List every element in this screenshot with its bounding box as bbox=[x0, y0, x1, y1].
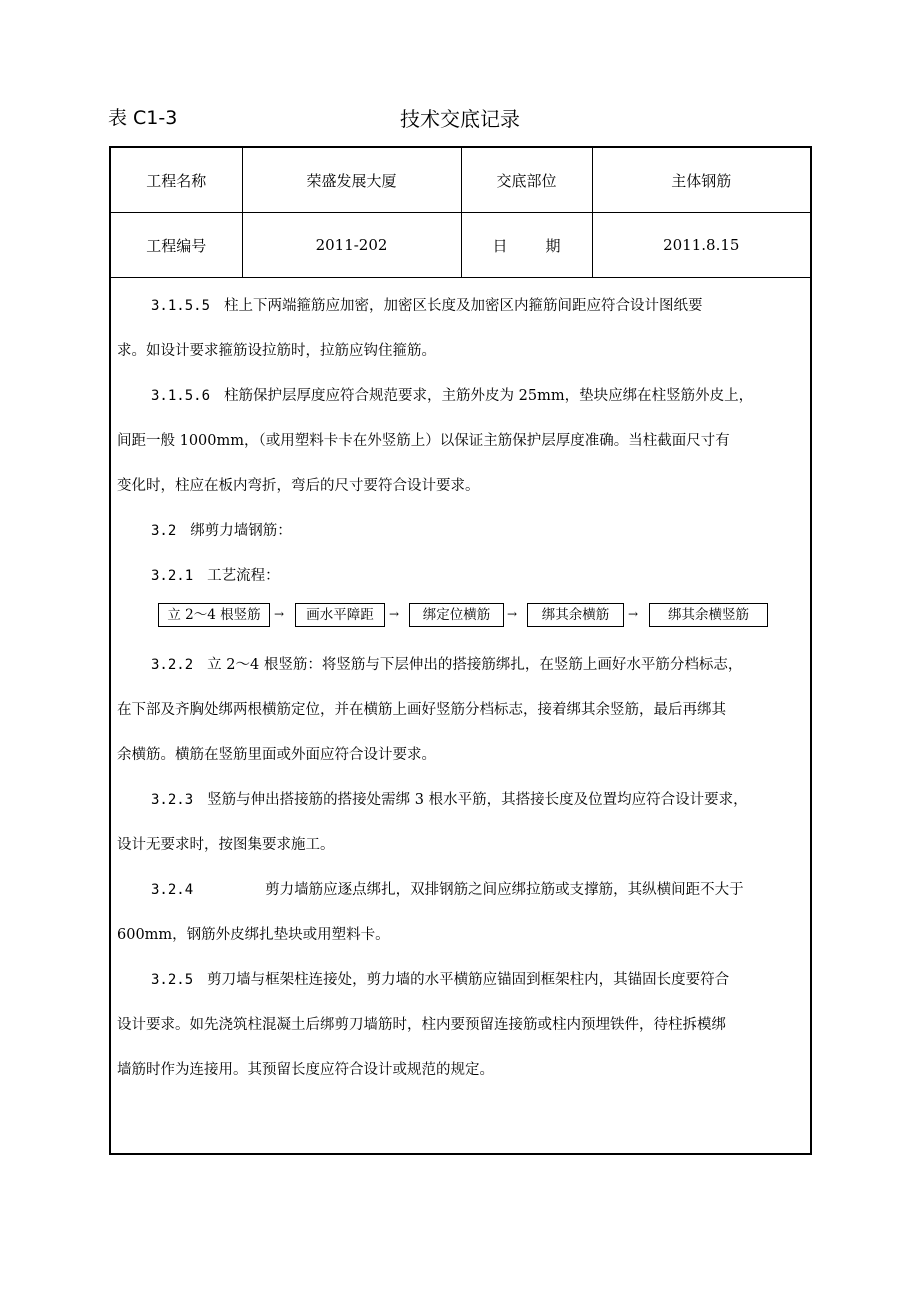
date-label-part: 日 bbox=[492, 236, 508, 255]
paragraph-3-2 bbox=[111, 509, 810, 554]
arrow-right-icon: → bbox=[628, 607, 639, 621]
date-label-part: 期 bbox=[545, 236, 561, 255]
page-title: 技术交底记录 bbox=[400, 107, 520, 131]
date-value: 2011.8.15 bbox=[592, 213, 810, 278]
paragraph-text: 变化时，柱应在板内弯折，弯后的尺寸要符合设计要求。 bbox=[117, 478, 480, 494]
paragraph-text: 求。如设计要求箍筋设拉筋时，拉筋应钩住箍筋。 bbox=[117, 343, 436, 359]
clause-number: 3.1.5.5 bbox=[151, 298, 211, 314]
table-row bbox=[111, 213, 810, 278]
form-code: 表 C1-3 bbox=[108, 107, 178, 129]
clause-number: 3.2.2 bbox=[151, 657, 194, 673]
paragraph-text: 剪力墙筋应逐点绑扎，双排钢筋之间应绑拉筋或支撑筋，其纵横间距不大于 bbox=[265, 882, 744, 898]
paragraph-text: 立 2～4 根竖筋：将竖筋与下层伸出的搭接筋绑扎，在竖筋上画好水平筋分档标志， bbox=[207, 657, 743, 673]
flow-step: 绑其余横竖筋 bbox=[649, 603, 768, 627]
date-label bbox=[461, 213, 592, 278]
flow-step: 画水平障距 bbox=[295, 603, 385, 627]
paragraph-text: 剪刀墙与框架柱连接处，剪力墙的水平横筋应锚固到框架柱内，其锚固长度要符合 bbox=[207, 972, 730, 988]
info-table bbox=[111, 148, 810, 278]
paragraph-text: 绑剪力墙钢筋： bbox=[190, 523, 292, 539]
clause-number: 3.2.3 bbox=[151, 792, 194, 808]
clause-number: 3.2.5 bbox=[151, 972, 194, 988]
paragraph-text: 工艺流程： bbox=[207, 568, 280, 584]
flow-step: 立 2～4 根竖筋 bbox=[158, 603, 270, 627]
project-name-value: 荣盛发展大厦 bbox=[242, 148, 461, 213]
part-label: 交底部位 bbox=[461, 148, 592, 213]
clause-number: 3.2 bbox=[151, 523, 177, 539]
flow-step: 绑定位横筋 bbox=[409, 603, 504, 627]
paragraph-text: 设计无要求时，按图集要求施工。 bbox=[117, 837, 335, 853]
clause-number: 3.2.4 bbox=[151, 882, 194, 898]
clause-number: 3.2.1 bbox=[151, 568, 194, 584]
paragraph-text: 设计要求。如先浇筑柱混凝土后绑剪刀墙筋时，柱内要预留连接筋或柱内预埋铁件，待柱拆模绑 bbox=[117, 1017, 726, 1033]
paragraph-text: 余横筋。横筋在竖筋里面或外面应符合设计要求。 bbox=[117, 747, 436, 763]
paragraph-3-1-5-5 bbox=[111, 284, 810, 329]
part-value: 主体钢筋 bbox=[592, 148, 810, 213]
paragraph-3-2-2 bbox=[111, 643, 810, 688]
arrow-right-icon: → bbox=[507, 607, 518, 621]
paragraph-text: 竖筋与伸出搭接筋的搭接处需绑 3 根水平筋，其搭接长度及位置均应符合设计要求， bbox=[207, 792, 748, 808]
project-no-value: 2011-202 bbox=[242, 213, 461, 278]
paragraph-text: 柱上下两端箍筋应加密，加密区长度及加密区内箍筋间距应符合设计图纸要 bbox=[224, 298, 703, 314]
process-flow bbox=[111, 599, 810, 643]
arrow-right-icon: → bbox=[274, 607, 285, 621]
paragraph-3-2-4 bbox=[111, 868, 810, 913]
content-body bbox=[111, 284, 810, 1093]
flow-step: 绑其余横筋 bbox=[527, 603, 624, 627]
arrow-right-icon: → bbox=[389, 607, 400, 621]
record-sheet bbox=[109, 146, 812, 1155]
paragraph-3-2-1 bbox=[111, 554, 810, 599]
project-no-label: 工程编号 bbox=[111, 213, 242, 278]
paragraph-text: 600mm，钢筋外皮绑扎垫块或用塑料卡。 bbox=[117, 927, 390, 943]
paragraph-3-2-3 bbox=[111, 778, 810, 823]
paragraph-3-1-5-6 bbox=[111, 374, 810, 419]
paragraph-text: 在下部及齐胸处绑两根横筋定位，并在横筋上画好竖筋分档标志，接着绑其余竖筋，最后再绑其 bbox=[117, 702, 726, 718]
paragraph-text: 墙筋时作为连接用。其预留长度应符合设计或规范的规定。 bbox=[117, 1062, 494, 1078]
paragraph-3-2-5 bbox=[111, 958, 810, 1003]
paragraph-text: 间距一般 1000mm，（或用塑料卡卡在外竖筋上）以保证主筋保护层厚度准确。当柱截面尺寸有 bbox=[117, 433, 730, 449]
paragraph-text: 柱筋保护层厚度应符合规范要求，主筋外皮为 25mm，垫块应绑在柱竖筋外皮上， bbox=[224, 388, 754, 404]
table-row bbox=[111, 148, 810, 213]
clause-number: 3.1.5.6 bbox=[151, 388, 211, 404]
project-name-label: 工程名称 bbox=[111, 148, 242, 213]
